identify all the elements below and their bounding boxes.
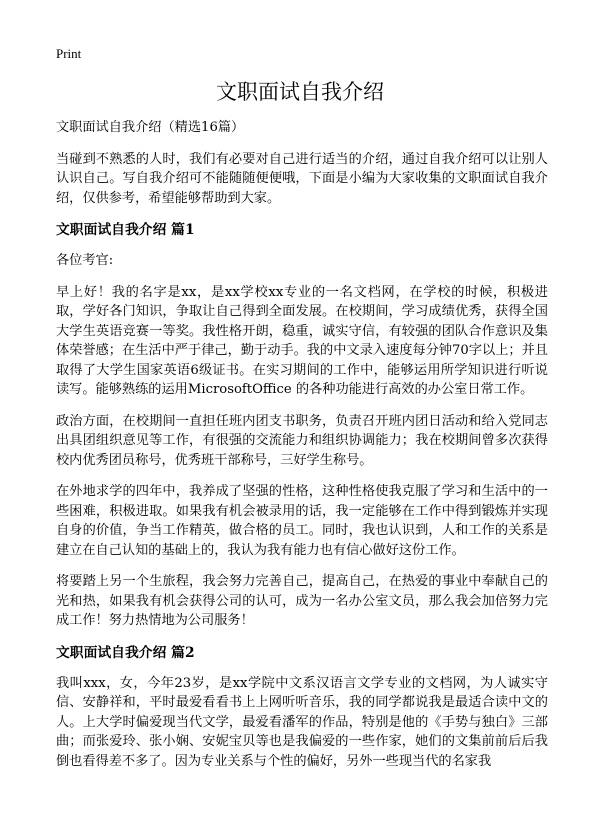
section-heading-1: 文职面试自我介绍 篇1 [56, 222, 195, 238]
page-title: 文职面试自我介绍 [216, 80, 384, 104]
section1-paragraph-2: 政治方面，在校期间一直担任班内团支书职务，负责召开班内团日活动和给入党同志出具团组织意见等工作，有很强的交流能力和组织协调能力；我在校期间曾多次获得校内优秀团员称号，优秀班干部称号，三好学生称号。 [56, 413, 548, 468]
section1-paragraph-3: 在外地求学的四年中，我养成了坚强的性格，这种性格使我克服了学习和生活中的一些困难，积极进取。如果我有机会被录用的话，我一定能够在工作中得到锻炼并实现自身的价值，争当工作精英，做合格的员工。同时，我也认识到，人和工作的关系是建立在自己认知的基础上的，我认为我有能力也有信心做好这份工作。 [56, 484, 548, 558]
section2-paragraph-1: 我叫xxx，女，今年23岁，是xx学院中文系汉语言文学专业的文档网，为人诚实守信、安静祥和，平时最爱看看书上上网听听音乐，我的同学都说我是最适合读中文的人。上大学时偏爱现当代文学，最爱看潘军的作品，特别是他的《手势与独白》三部曲；而张爱玲、张小娴、安妮宝贝等也是我偏爱的一些作家，她们的文集前前后后我倒也看得差不多了。因为专业关系与个性的偏好，另外一些现当代的名家我 [56, 675, 548, 769]
article-subtitle: 文职面试自我介绍（精选16篇） [56, 120, 245, 135]
section-heading-2: 文职面试自我介绍 篇2 [56, 644, 195, 661]
print-link[interactable]: Print [56, 46, 82, 61]
section1-paragraph-4: 将要踏上另一个生旅程，我会努力完善自己，提高自己，在热爱的事业中奉献自己的光和热，如果我有机会获得公司的认可，成为一名办公室文员，那么我会加倍努力完成工作！努力热情地为公司服务！ [56, 574, 548, 628]
intro-paragraph: 当碰到不熟悉的人时，我们有必要对自己进行适当的介绍，通过自我介绍可以让别人认识自己。写自我介绍可不能随随便便哦，下面是小编为大家收集的文职面试自我介绍，仅供参考，希望能够帮助到大家。 [56, 151, 548, 206]
greeting-paragraph: 各位考官: [56, 253, 114, 268]
article-body [56, 118, 548, 783]
section1-paragraph-1: 早上好！我的名字是xx，是xx学校xx专业的一名文档网，在学校的时候，积极进取，学好各门知识，争取让自己得到全面发展。在校期间，学习成绩优秀，获得全国大学生英语竞赛一等奖。我性格开朗，稳重，诚实守信，有较强的团队合作意识及集体荣誉感；在生活中严于律己，勤于动手。我的中文录入速度每分钟70字以上；并且取得了大学生国家英语6级证书。在实习期间的工作中，能够运用所学知识进行听说读写。能够熟练的运用MicrosoftOffice 的各种功能进行高效的办公室日常工作。 [56, 284, 548, 397]
